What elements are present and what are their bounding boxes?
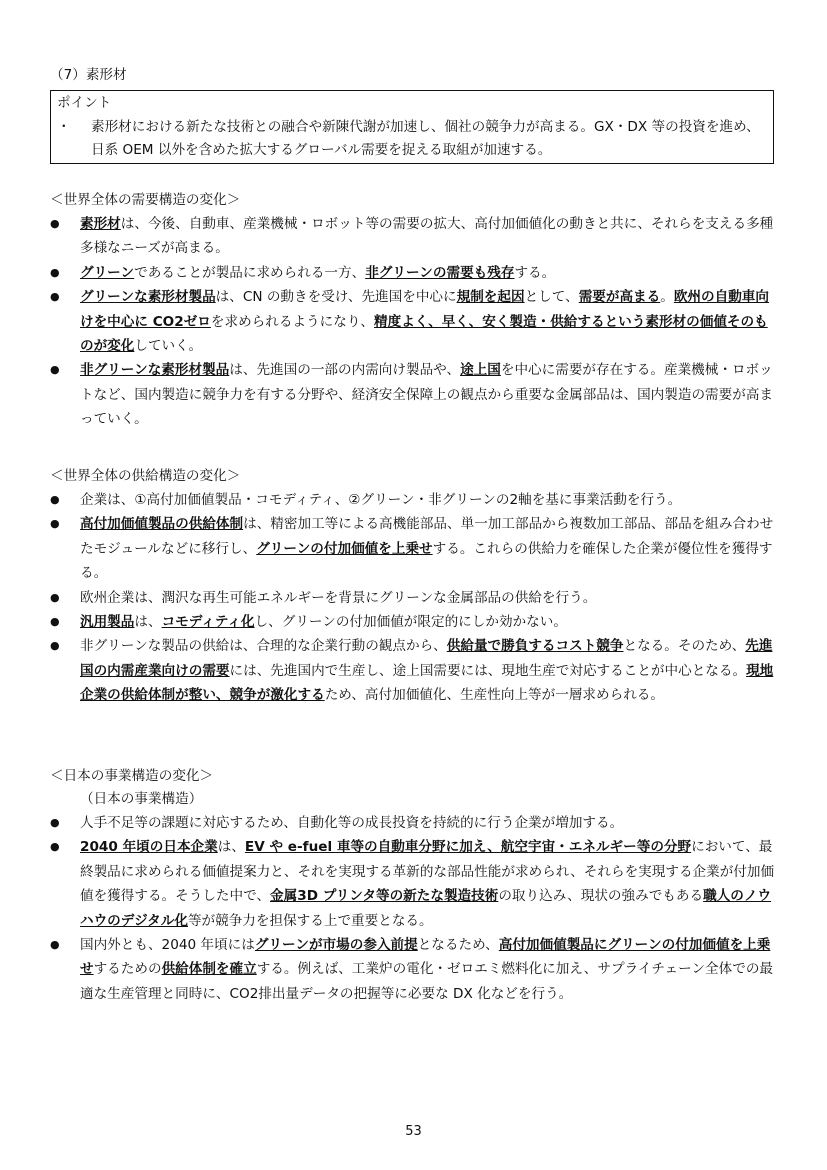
bullet-dot: ● — [50, 840, 60, 854]
emphasis-text: 高付加価値製品の供給体制 — [80, 516, 244, 533]
bullet-text — [80, 634, 778, 707]
body-text: 欧州企業は、潤沢な再生可能エネルギーを背景にグリーンな金属部品の供給を行う。 — [80, 589, 597, 606]
bullet-item — [50, 285, 778, 358]
bullet-item — [50, 634, 778, 707]
bullet-text — [80, 212, 778, 261]
emphasis-text: EV や e-fuel 車等の自動車分野に加え、航空宇宙・エネルギー等の分野 — [244, 839, 692, 856]
body-text: 非グリーンな製品の供給は、合理的な企業行動の観点から、 — [80, 638, 447, 655]
body-text: ため、高付加価値化、生産性向上等が一層求められる。 — [324, 687, 664, 704]
point-row — [57, 116, 767, 162]
body-text: 人手不足等の課題に対応するため、自動化等の成長投資を持続的に行う企業が増加する。 — [80, 815, 624, 831]
section-heading: ＜世界全体の供給構造の変化＞ — [50, 468, 241, 484]
point-label: ポイント — [57, 95, 112, 111]
body-text: していく。 — [134, 338, 203, 355]
bullet-item — [50, 512, 778, 585]
bullet-list — [50, 212, 778, 432]
emphasis-text: 素形材 — [80, 216, 121, 232]
body-text: する。 — [514, 264, 556, 281]
page-number: 53 — [405, 1124, 422, 1139]
bullet-text — [80, 358, 778, 431]
bullet-dot: ● — [50, 639, 60, 653]
emphasis-text: グリーン — [80, 264, 135, 281]
section-subheading: （日本の事業構造） — [80, 791, 203, 807]
bullet-text — [80, 586, 778, 610]
body-text: する。例えば、工業炉の電化・ゼロエミ燃料化に加え、サプライチェーン全体での最適な生産管理と同時に、CO2排出量データの把握等に必要な DX 化などを行う。 — [80, 961, 774, 1002]
point-mark: ・ — [57, 119, 71, 135]
supply-structure-section — [50, 464, 778, 708]
emphasis-text: 規制を起因 — [456, 289, 525, 306]
bullet-dot: ● — [50, 363, 60, 377]
body-text: は、 — [217, 839, 245, 856]
bullet-dot: ● — [50, 938, 60, 952]
emphasis-text: コモディティ化 — [161, 614, 255, 631]
emphasis-text: 金属3D プリンタ等の新たな製造技術 — [270, 888, 499, 905]
body-text: は、 — [134, 614, 162, 631]
bullet-dot: ● — [50, 615, 60, 629]
body-text: は、今後、自動車、産業機械・ロボット等の需要の拡大、高付加価値化の動きと共に、それらを支える多種多様なニーズが高まる。 — [80, 216, 774, 257]
emphasis-text: 高付加価値製品にグリーンの付加価値を上乗せ — [80, 937, 771, 978]
japan-business-structure-section — [50, 764, 778, 1006]
bullet-text — [80, 610, 778, 634]
section-title: （7）素形材 — [50, 67, 127, 83]
body-text: の取り込み、現状の強みでもある — [498, 888, 704, 905]
emphasis-text: 汎用製品 — [80, 614, 135, 631]
body-text: を求められるようになり、 — [210, 313, 375, 330]
bullet-item — [50, 586, 778, 610]
emphasis-text: 供給量で勝負するコスト競争 — [446, 638, 624, 655]
body-text: として、 — [524, 289, 579, 306]
bullet-item — [50, 811, 778, 835]
bullet-dot: ● — [50, 217, 60, 230]
emphasis-text: 非グリーンの需要も残存 — [365, 264, 515, 281]
emphasis-text: グリーンが市場の参入前提 — [254, 937, 418, 954]
emphasis-text: 先進国の内需産業向けの需要 — [80, 638, 773, 679]
point-box — [50, 90, 774, 164]
emphasis-text: 精度よく、早く、安く製造・供給するという素形材の価値そのものが変化 — [80, 313, 768, 355]
bullet-text — [80, 835, 778, 933]
body-text: において、最終製品に求められる価値提案力と、それを実現する革新的な部品性能が求められ、それらを実現する企業が付加価値を獲得する。そうした中で、 — [80, 839, 775, 905]
emphasis-text: グリーンな素形材製品 — [80, 289, 216, 306]
emphasis-text: グリーンの付加価値を上乗せ — [256, 540, 433, 557]
body-text: となるため、 — [417, 937, 499, 954]
body-text: し、グリーンの付加価値が限定的にしか効かない。 — [254, 614, 567, 631]
body-text: するための — [93, 961, 162, 978]
bullet-item — [50, 933, 778, 1006]
bullet-dot: ● — [50, 265, 60, 279]
bullet-text — [80, 512, 778, 585]
bullet-item — [50, 835, 778, 933]
bullet-dot: ● — [50, 290, 60, 304]
emphasis-text: 途上国 — [460, 362, 501, 379]
body-text: を中心に需要が存在する。産業機械・ロボットなど、国内製造に競争力を有する分野や、経済安全保障上の観点から重要な金属部品は、国内製造の需要が高まっていく。 — [80, 362, 774, 428]
body-text: となる。そのため、 — [623, 638, 746, 655]
bullet-text — [80, 261, 778, 285]
bullet-item — [50, 261, 778, 285]
emphasis-text: 需要が高まる — [578, 289, 661, 306]
bullet-item — [50, 212, 778, 261]
bullet-text — [80, 811, 778, 835]
body-text: は、精密加工等による高機能部品、単一加工部品から複数加工部品、部品を組み合わせたモジュールなどに移行し、 — [80, 516, 774, 557]
demand-structure-section — [50, 188, 778, 432]
bullet-dot: ● — [50, 517, 60, 531]
body-text: 企業は、①高付加価値製品・コモディティ、②グリーン・非グリーンの2軸を基に事業活動を行う。 — [80, 492, 682, 508]
bullet-list — [50, 811, 778, 1006]
bullet-text — [80, 285, 778, 358]
body-text: であることが製品に求められる一方、 — [134, 264, 366, 281]
bullet-item — [50, 610, 778, 634]
bullet-text — [80, 488, 778, 512]
bullet-dot: ● — [50, 590, 60, 604]
bullet-item — [50, 488, 778, 512]
bullet-dot: ● — [50, 816, 60, 829]
emphasis-text: 供給体制を確立 — [161, 961, 257, 978]
bullet-item — [50, 358, 778, 431]
emphasis-text: 現地企業の供給体制が整い、競争が激化する — [80, 662, 774, 704]
body-text: は、先進国の一部の内需向け製品や、 — [229, 362, 461, 379]
body-text: は、CN の動きを受け、先進国を中心に — [215, 289, 457, 306]
body-text: する。これらの供給力を確保した企業が優位性を獲得する。 — [80, 540, 773, 582]
body-text: 国内外とも、2040 年頃には — [80, 937, 255, 954]
section-heading: ＜日本の事業構造の変化＞ — [50, 768, 214, 784]
emphasis-text: 欧州の自動車向けを中心に CO2ゼロ — [80, 289, 769, 330]
bullet-text — [80, 933, 778, 1006]
point-text: 素形材における新たな技術との融合や新陳代謝が加速し、個社の競争力が高まる。GX・DX 等の投資を進め、日系 OEM 以外を含めた拡大するグローバル需要を捉える取組が加速する。 — [91, 119, 760, 158]
bullet-list — [50, 488, 778, 708]
body-text: 等が競争力を担保する上で重要となる。 — [187, 912, 433, 929]
emphasis-text: 2040 年頃の日本企業 — [80, 839, 218, 856]
body-text: には、先進国内で生産し、途上国需要には、現地生産で対応することが中心となる。 — [229, 662, 747, 679]
body-text: 。 — [660, 289, 674, 306]
section-heading: ＜世界全体の需要構造の変化＞ — [50, 192, 241, 208]
emphasis-text: 非グリーンな素形材製品 — [80, 362, 230, 379]
emphasis-text: 職人のノウハウのデジタル化 — [80, 888, 772, 929]
bullet-dot: ● — [50, 493, 60, 506]
